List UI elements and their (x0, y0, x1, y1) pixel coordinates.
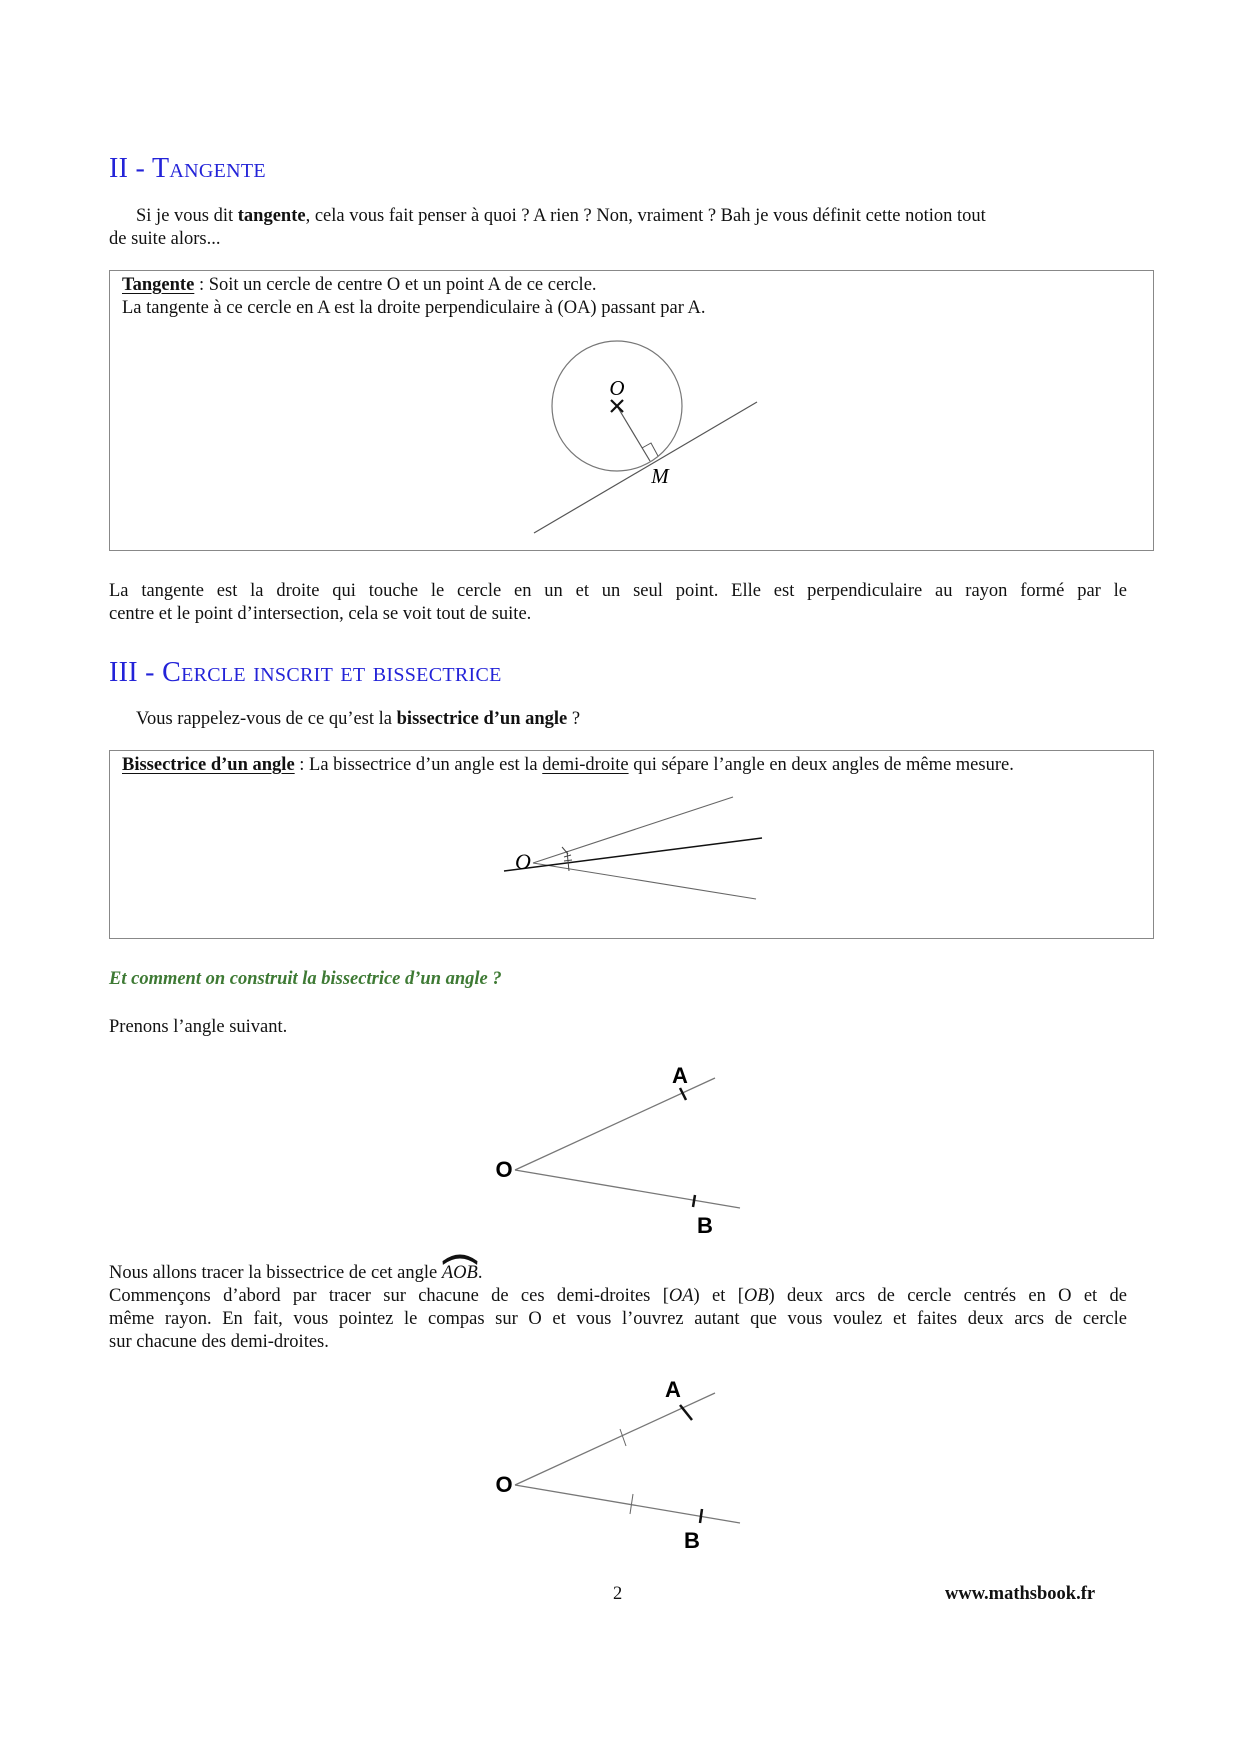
section-2-intro-line2: de suite alors... (109, 229, 221, 249)
tangente-def-line1: Tangente : Soit un cercle de centre O et un point A de ce cercle. (122, 275, 597, 295)
label-b: B (684, 1528, 700, 1553)
take-angle-text: Prenons l’angle suivant. (109, 1017, 288, 1037)
section-2-number: II - (109, 153, 146, 184)
section-2-after-line1: La tangente est la droite qui touche le cercle en un et un seul point. Elle est perpendiculaire au rayon formé par le (109, 581, 1127, 601)
angle-aob: AOB (442, 1262, 478, 1285)
section-3-number: III - (109, 657, 155, 688)
label-o: O (495, 1472, 513, 1497)
section-3-intro: Vous rappelez-vous de ce qu’est la bissectrice d’un angle ? (136, 709, 581, 729)
arc-mark-oa (620, 1429, 626, 1446)
angle-upper-ray (533, 797, 733, 863)
tick-a (680, 1405, 692, 1420)
right-angle-mark (642, 443, 658, 456)
center-cross (611, 400, 623, 412)
label-o: O (515, 849, 531, 874)
step-line3: sur chacune des demi-droites. (109, 1332, 329, 1352)
demi-droite-term: demi-droite (542, 755, 629, 775)
site-link[interactable]: www.mathsbook.fr (945, 1584, 1096, 1604)
section-3-title: Cercle inscrit et bissectrice (162, 657, 502, 688)
tangente-def-line2: La tangente à ce cercle en A est la droite perpendiculaire à (OA) passant par A. (122, 298, 706, 318)
angle-aob-figure (480, 1055, 780, 1238)
label-a: A (665, 1377, 681, 1402)
construction-question: Et comment on construit la bissectrice d’un angle ? (109, 969, 502, 989)
tick-b (693, 1195, 695, 1207)
ray-ob (515, 1170, 740, 1208)
ray-oa (515, 1393, 715, 1485)
tangente-def-term: Tangente (122, 275, 195, 295)
label-b: B (697, 1213, 713, 1238)
bissectrice-def-term: Bissectrice d’un angle (122, 755, 295, 775)
step-line2: même rayon. En fait, vous pointez le compas sur O et vous l’ouvrez autant que vous voulez et faites deux arcs de cercle (109, 1309, 1127, 1329)
section-3-heading (109, 657, 502, 689)
page-number: 2 (613, 1584, 623, 1604)
angle-arcs-figure (480, 1370, 780, 1553)
bissectrice-keyword: bissectrice d’un angle (396, 709, 568, 729)
tangent-line (534, 402, 757, 533)
tangente-definition-box (109, 270, 1154, 551)
bisector-ray (504, 838, 762, 871)
bissectrice-def-line: Bissectrice d’un angle : La bissectrice d’un angle est la demi-droite qui sépare l’angle en deux angles de même mesure. (122, 755, 1014, 775)
tangent-figure (110, 271, 1153, 550)
angle-arc-hat (442, 1254, 478, 1264)
step-line1: Commençons d’abord par tracer sur chacune de ces demi-droites [OA) et [OB) deux arcs de cercle centrés en O et de (109, 1286, 1127, 1306)
section-2-after-line2: centre et le point d’intersection, cela se voit tout de suite. (109, 604, 532, 624)
bisector-figure (110, 751, 1153, 938)
ray-oa (515, 1078, 715, 1170)
ray-ob (515, 1485, 740, 1523)
bissectrice-definition-box (109, 750, 1154, 939)
radius (617, 406, 650, 461)
angle-lower-ray (533, 863, 756, 899)
tick-b (700, 1509, 702, 1523)
label-m: M (651, 464, 669, 488)
label-o: O (609, 376, 625, 400)
section-2-title: Tangente (151, 153, 266, 184)
trace-bisector-text: Nous allons tracer la bissectrice de cet angle AOB. (109, 1262, 482, 1285)
section-2-heading (109, 153, 266, 185)
label-o: O (495, 1157, 513, 1182)
tangente-keyword: tangente (237, 206, 306, 226)
section-2-intro-line1: Si je vous dit tangente, cela vous fait penser à quoi ? A rien ? Non, vraiment ? Bah je vous définit cette notion tout (136, 206, 986, 226)
label-a: A (672, 1063, 688, 1088)
